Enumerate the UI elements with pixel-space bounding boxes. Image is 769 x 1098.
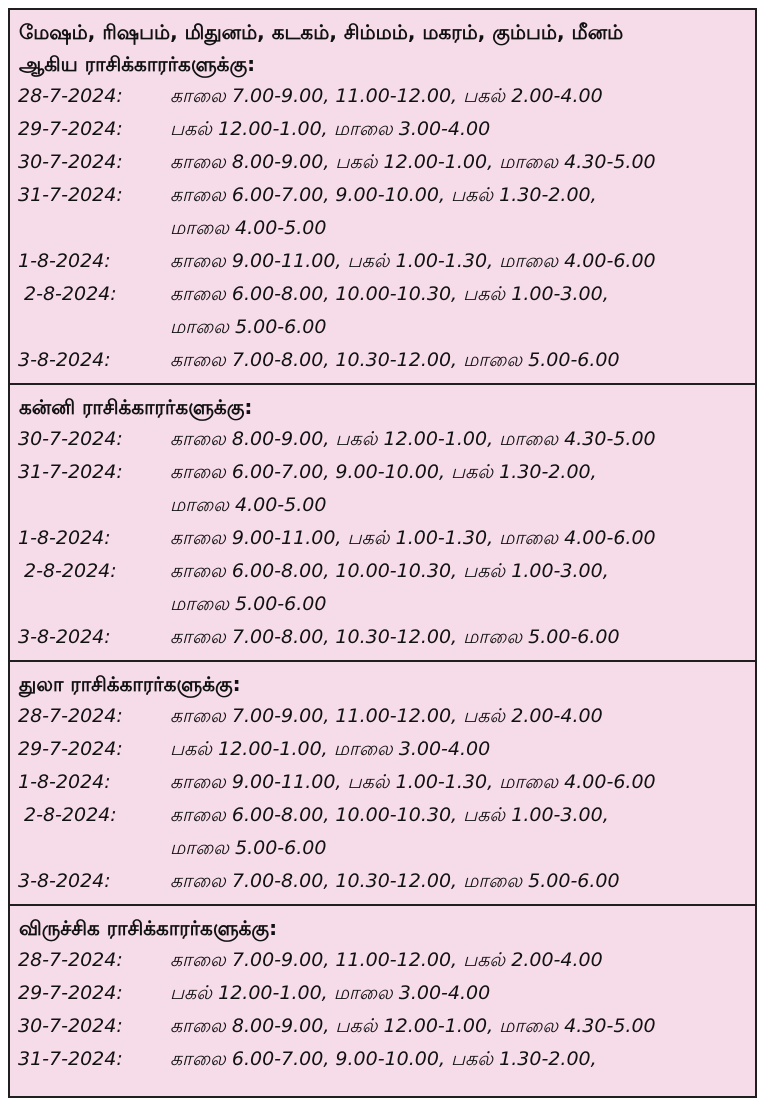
row-times	[158, 1010, 755, 1043]
row-date: 2-8-2024:	[24, 804, 117, 826]
row-times	[158, 944, 755, 977]
times-line: காலை 7.00-8.00, 10.30-12.00, மாலை 5.00-6.00	[170, 349, 620, 371]
schedule-row	[10, 733, 755, 766]
times-line: காலை 6.00-7.00, 9.00-10.00, பகல் 1.30-2.00,	[170, 184, 597, 206]
row-date: 3-8-2024:	[18, 870, 111, 892]
schedule-row	[10, 456, 755, 522]
row-date: 29-7-2024:	[18, 738, 123, 760]
row-times	[158, 799, 755, 865]
row-date: 2-8-2024:	[24, 283, 117, 305]
times-line: பகல் 12.00-1.00, மாலை 3.00-4.00	[170, 738, 491, 760]
times-line: மாலை 5.00-6.00	[170, 316, 327, 338]
row-date: 2-8-2024:	[24, 560, 117, 582]
row-times	[158, 245, 755, 278]
row-times	[158, 700, 755, 733]
schedule-row	[10, 944, 755, 977]
section-group-signs	[10, 10, 755, 385]
schedule-row	[10, 700, 755, 733]
schedule-row	[10, 423, 755, 456]
schedule-row	[10, 621, 755, 654]
times-line: காலை 8.00-9.00, பகல் 12.00-1.00, மாலை 4.30-5.00	[170, 1015, 656, 1037]
times-line: காலை 6.00-7.00, 9.00-10.00, பகல் 1.30-2.00,	[170, 461, 597, 483]
row-date: 1-8-2024:	[18, 527, 111, 549]
row-date: 28-7-2024:	[18, 705, 123, 727]
schedule-row	[10, 179, 755, 245]
heading-line: ஆகிய ராசிக்காரர்களுக்கு:	[19, 52, 256, 76]
schedule-row	[10, 245, 755, 278]
section-heading: விருச்சிக ராசிக்காரர்களுக்கு:	[19, 916, 278, 940]
times-line: காலை 6.00-8.00, 10.00-10.30, பகல் 1.00-3.00,	[170, 560, 609, 582]
schedule-row	[10, 1043, 755, 1076]
times-line: காலை 7.00-9.00, 11.00-12.00, பகல் 2.00-4.00	[170, 949, 603, 971]
row-times	[158, 555, 755, 621]
times-line: காலை 6.00-7.00, 9.00-10.00, பகல் 1.30-2.00,	[170, 1048, 597, 1070]
times-line: காலை 9.00-11.00, பகல் 1.00-1.30, மாலை 4.00-6.00	[170, 250, 656, 272]
times-line: மாலை 5.00-6.00	[170, 593, 327, 615]
row-times	[158, 733, 755, 766]
row-times	[158, 179, 755, 245]
times-line: காலை 9.00-11.00, பகல் 1.00-1.30, மாலை 4.00-6.00	[170, 771, 656, 793]
times-line: காலை 7.00-8.00, 10.30-12.00, மாலை 5.00-6.00	[170, 870, 620, 892]
row-times	[158, 113, 755, 146]
row-date: 29-7-2024:	[18, 118, 123, 140]
section-kanni	[10, 385, 755, 662]
row-date: 30-7-2024:	[18, 151, 123, 173]
row-date: 31-7-2024:	[18, 461, 123, 483]
heading-line: மேஷம், ரிஷபம், மிதுனம், கடகம், சிம்மம், மகரம், கும்பம், மீனம்	[19, 20, 624, 44]
schedule-row	[10, 344, 755, 377]
row-date: 3-8-2024:	[18, 349, 111, 371]
row-times	[158, 456, 755, 522]
schedule-row	[10, 146, 755, 179]
row-times	[158, 278, 755, 344]
schedule-box	[8, 8, 757, 1098]
schedule-row	[10, 113, 755, 146]
row-date: 31-7-2024:	[18, 1048, 123, 1070]
times-line: காலை 7.00-8.00, 10.30-12.00, மாலை 5.00-6.00	[170, 626, 620, 648]
row-date: 3-8-2024:	[18, 626, 111, 648]
times-line: மாலை 4.00-5.00	[170, 494, 327, 516]
section-heading: துலா ராசிக்காரர்களுக்கு:	[19, 672, 241, 696]
times-line: காலை 7.00-9.00, 11.00-12.00, பகல் 2.00-4.00	[170, 85, 603, 107]
row-date: 29-7-2024:	[18, 982, 123, 1004]
row-times	[158, 621, 755, 654]
times-line: பகல் 12.00-1.00, மாலை 3.00-4.00	[170, 118, 491, 140]
row-date: 1-8-2024:	[18, 771, 111, 793]
schedule-row	[10, 1010, 755, 1043]
times-line: காலை 8.00-9.00, பகல் 12.00-1.00, மாலை 4.30-5.00	[170, 151, 656, 173]
times-line: காலை 6.00-8.00, 10.00-10.30, பகல் 1.00-3.00,	[170, 804, 609, 826]
section-heading	[10, 16, 755, 80]
times-line: காலை 6.00-8.00, 10.00-10.30, பகல் 1.00-3.00,	[170, 283, 609, 305]
times-line: காலை 8.00-9.00, பகல் 12.00-1.00, மாலை 4.30-5.00	[170, 428, 656, 450]
row-date: 28-7-2024:	[18, 949, 123, 971]
schedule-row	[10, 865, 755, 898]
row-times	[158, 80, 755, 113]
times-line: மாலை 4.00-5.00	[170, 217, 327, 239]
row-date: 30-7-2024:	[18, 1015, 123, 1037]
schedule-row	[10, 522, 755, 555]
row-date: 31-7-2024:	[18, 184, 123, 206]
row-times	[158, 423, 755, 456]
row-date: 28-7-2024:	[18, 85, 123, 107]
row-date: 30-7-2024:	[18, 428, 123, 450]
times-line: மாலை 5.00-6.00	[170, 837, 327, 859]
row-times	[158, 1043, 755, 1076]
row-times	[158, 344, 755, 377]
row-times	[158, 522, 755, 555]
schedule-row	[10, 977, 755, 1010]
schedule-row	[10, 799, 755, 865]
times-line: பகல் 12.00-1.00, மாலை 3.00-4.00	[170, 982, 491, 1004]
row-date: 1-8-2024:	[18, 250, 111, 272]
row-times	[158, 865, 755, 898]
row-times	[158, 977, 755, 1010]
times-line: காலை 9.00-11.00, பகல் 1.00-1.30, மாலை 4.00-6.00	[170, 527, 656, 549]
schedule-row	[10, 555, 755, 621]
schedule-row	[10, 80, 755, 113]
row-times	[158, 146, 755, 179]
section-viruchigam	[10, 906, 755, 1082]
schedule-row	[10, 766, 755, 799]
schedule-row	[10, 278, 755, 344]
times-line: காலை 7.00-9.00, 11.00-12.00, பகல் 2.00-4.00	[170, 705, 603, 727]
section-heading: கன்னி ராசிக்காரர்களுக்கு:	[19, 395, 253, 419]
row-times	[158, 766, 755, 799]
section-thula	[10, 662, 755, 906]
